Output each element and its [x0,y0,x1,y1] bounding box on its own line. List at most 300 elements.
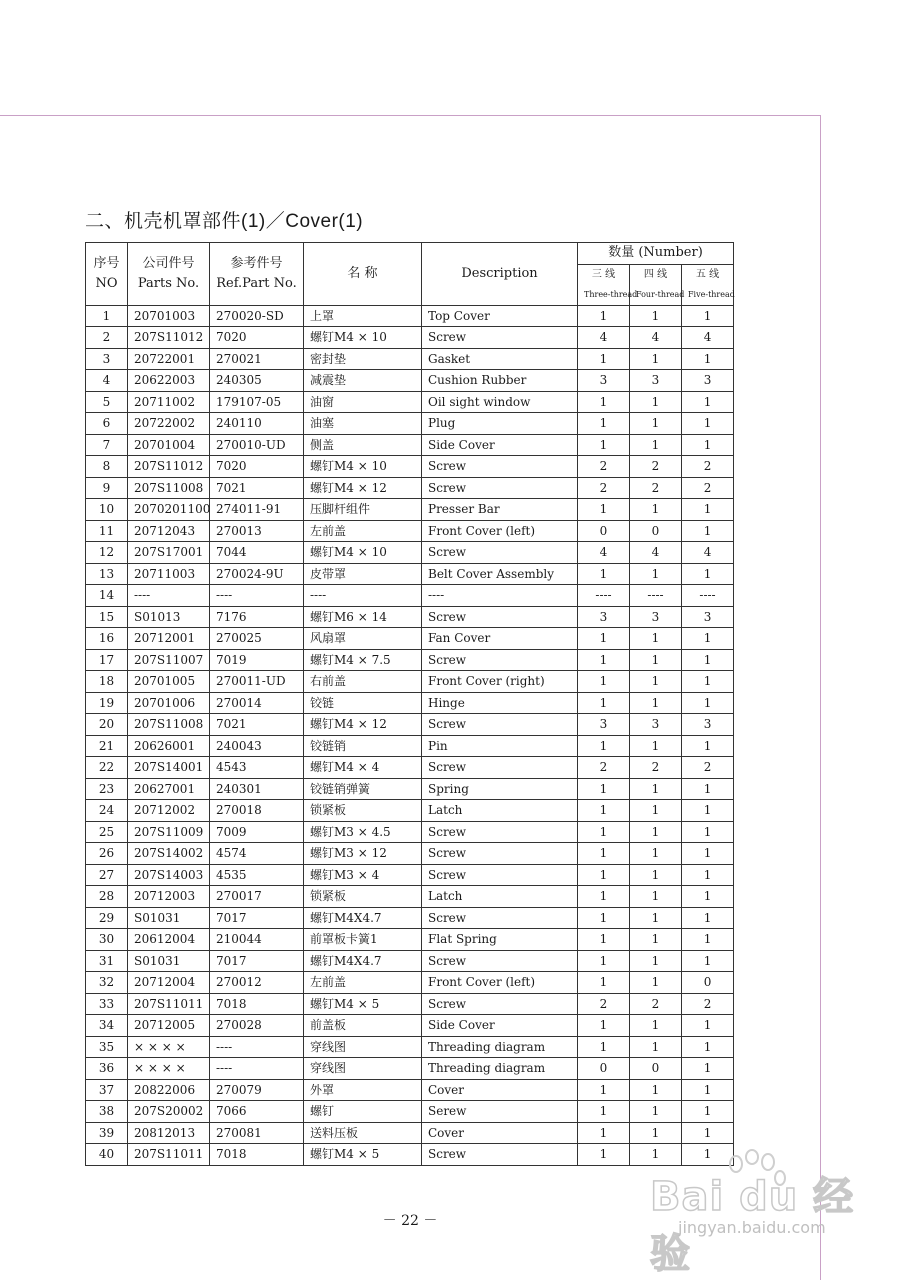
cell-name: 减震垫 [304,370,422,392]
cell-qty-three: 4 [578,327,630,349]
cell-qty-five: 0 [682,972,734,994]
header-four-thread-cn: 四 线 [643,268,668,280]
table-row [86,563,734,585]
cell-qty-five: 1 [682,778,734,800]
cell-qty-three: 1 [578,499,630,521]
cell-qty-three: 1 [578,843,630,865]
table-row [86,671,734,693]
cell-parts-no: 207S20002 [128,1101,210,1123]
cell-name: 压脚杆组件 [304,499,422,521]
cell-qty-five: 1 [682,1058,734,1080]
cell-name: 风扇罩 [304,628,422,650]
cell-name: 螺钉M4X4.7 [304,907,422,929]
header-description: Description [422,243,578,306]
cell-ref-part-no: 240301 [210,778,304,800]
cell-parts-no: 20711002 [128,391,210,413]
cell-ref-part-no: 7009 [210,821,304,843]
cell-ref-part-no: 270010-UD [210,434,304,456]
cell-name: 左前盖 [304,972,422,994]
cell-parts-no: 20712004 [128,972,210,994]
cell-parts-no: 20712002 [128,800,210,822]
cell-qty-five: 1 [682,1015,734,1037]
cell-qty-five: 1 [682,1036,734,1058]
cell-qty-three: 1 [578,1144,630,1166]
table-row [86,692,734,714]
cell-qty-four: 1 [630,821,682,843]
cell-qty-three: 3 [578,370,630,392]
cell-ref-part-no: 240110 [210,413,304,435]
table-row [86,370,734,392]
cell-qty-five: 1 [682,434,734,456]
cell-qty-three: 2 [578,757,630,779]
cell-no: 20 [86,714,128,736]
cell-qty-five: 2 [682,993,734,1015]
cell-parts-no: 207S11012 [128,327,210,349]
cell-description: Screw [422,757,578,779]
cell-qty-three: 3 [578,714,630,736]
cell-description: Latch [422,886,578,908]
table-row [86,993,734,1015]
table-row [86,585,734,607]
header-no-en: NO [95,275,118,291]
cell-name: 穿线图 [304,1058,422,1080]
cell-description: Screw [422,1144,578,1166]
table-row [86,1101,734,1123]
cell-name: 前罩板卡簧1 [304,929,422,951]
cell-name: 上罩 [304,305,422,327]
table-row [86,649,734,671]
cell-qty-four: ---- [630,585,682,607]
cell-qty-five: 1 [682,391,734,413]
cell-name: 螺钉M4 × 10 [304,456,422,478]
cell-qty-four: 1 [630,735,682,757]
cell-name: 侧盖 [304,434,422,456]
cell-description: Plug [422,413,578,435]
table-row [86,348,734,370]
cell-qty-three: 1 [578,692,630,714]
page-frame-top-line [0,115,820,116]
cell-description: Front Cover (left) [422,520,578,542]
cell-no: 26 [86,843,128,865]
header-five-thread-cn: 五 线 [695,268,720,280]
cell-description: Hinge [422,692,578,714]
header-three-thread-cn: 三 线 [591,268,616,280]
cell-qty-four: 1 [630,1122,682,1144]
cell-no: 34 [86,1015,128,1037]
cell-ref-part-no: 270028 [210,1015,304,1037]
cell-description: Screw [422,864,578,886]
cell-parts-no: 20812013 [128,1122,210,1144]
cell-qty-three: 1 [578,886,630,908]
cell-ref-part-no: 270079 [210,1079,304,1101]
table-row [86,907,734,929]
cell-name: 送料压板 [304,1122,422,1144]
cell-name: 铰链销 [304,735,422,757]
cell-qty-four: 1 [630,434,682,456]
cell-ref-part-no: 240305 [210,370,304,392]
page-number: － 22 － [382,1213,438,1229]
cell-description: Flat Spring [422,929,578,951]
cell-qty-three: 1 [578,391,630,413]
cell-name: 螺钉M4X4.7 [304,950,422,972]
header-three-thread-en: Three-thread [584,289,638,299]
cell-description: Side Cover [422,434,578,456]
header-no-cn: 序号 [93,255,120,271]
header-five-thread-en: Five-thread [688,289,735,299]
cell-qty-three: ---- [578,585,630,607]
cell-no: 37 [86,1079,128,1101]
cell-qty-three: 1 [578,305,630,327]
cell-name: 皮带罩 [304,563,422,585]
cell-name: 螺钉 [304,1101,422,1123]
table-header [86,243,734,306]
table-row [86,327,734,349]
cell-name: 前盖板 [304,1015,422,1037]
cell-name: 铰链销弹簧 [304,778,422,800]
cell-no: 36 [86,1058,128,1080]
cell-ref-part-no: 7020 [210,327,304,349]
header-parts-cn: 公司件号 [142,255,195,271]
cell-qty-five: 1 [682,950,734,972]
cell-qty-four: 2 [630,456,682,478]
cell-parts-no: 20701005 [128,671,210,693]
cell-no: 9 [86,477,128,499]
cell-no: 8 [86,456,128,478]
cell-no: 38 [86,1101,128,1123]
cell-description: Presser Bar [422,499,578,521]
cell-parts-no: S01031 [128,950,210,972]
cell-qty-five: 3 [682,370,734,392]
cell-ref-part-no: 179107-05 [210,391,304,413]
cell-qty-four: 4 [630,542,682,564]
cell-description: Front Cover (left) [422,972,578,994]
cell-qty-three: 1 [578,907,630,929]
cell-no: 6 [86,413,128,435]
cell-qty-four: 0 [630,520,682,542]
cell-qty-three: 1 [578,1036,630,1058]
cell-qty-four: 1 [630,972,682,994]
cell-qty-four: 2 [630,993,682,1015]
table-row [86,499,734,521]
cell-qty-five: 2 [682,757,734,779]
cell-parts-no: 20722001 [128,348,210,370]
cell-no: 1 [86,305,128,327]
cell-qty-five: 1 [682,1079,734,1101]
cell-qty-three: 2 [578,456,630,478]
cell-description: Latch [422,800,578,822]
cell-description: Screw [422,843,578,865]
cell-ref-part-no: 7176 [210,606,304,628]
cell-name: 螺钉M4 × 5 [304,993,422,1015]
cell-no: 19 [86,692,128,714]
cell-ref-part-no: 7044 [210,542,304,564]
cell-no: 22 [86,757,128,779]
cell-qty-five: 4 [682,542,734,564]
cell-qty-four: 1 [630,348,682,370]
cell-qty-four: 1 [630,843,682,865]
header-ref-en: Ref.Part No. [216,275,297,291]
table-row [86,778,734,800]
cell-ref-part-no: 270013 [210,520,304,542]
cell-parts-no: 207S14001 [128,757,210,779]
cell-ref-part-no: ---- [210,585,304,607]
cell-qty-three: 4 [578,542,630,564]
cell-ref-part-no: 7017 [210,950,304,972]
cell-ref-part-no: 270025 [210,628,304,650]
cell-description: Screw [422,993,578,1015]
cell-qty-three: 1 [578,864,630,886]
cell-no: 14 [86,585,128,607]
cell-ref-part-no: 270011-UD [210,671,304,693]
header-ref-cn: 参考件号 [230,255,283,271]
cell-description: Top Cover [422,305,578,327]
cell-description: Screw [422,907,578,929]
cell-parts-no: 207S11012 [128,456,210,478]
cell-qty-four: 1 [630,1015,682,1037]
cell-qty-four: 1 [630,864,682,886]
cell-qty-three: 1 [578,1079,630,1101]
header-four-thread [630,264,685,305]
table-row [86,929,734,951]
cell-description: Screw [422,542,578,564]
cell-qty-five: 1 [682,413,734,435]
cell-qty-four: 1 [630,391,682,413]
section-title: 二、机壳机罩部件(1)／Cover(1) [85,211,364,232]
cell-qty-five: 1 [682,1101,734,1123]
cell-name: 螺钉M4 × 5 [304,1144,422,1166]
cell-no: 3 [86,348,128,370]
cell-no: 39 [86,1122,128,1144]
cell-qty-three: 1 [578,1101,630,1123]
cell-ref-part-no: 4535 [210,864,304,886]
cell-name: 螺钉M4 × 10 [304,327,422,349]
cell-ref-part-no: 4574 [210,843,304,865]
cell-name: 锁紧板 [304,886,422,908]
cell-qty-three: 1 [578,735,630,757]
table-row [86,606,734,628]
cell-no: 10 [86,499,128,521]
cell-qty-four: 1 [630,413,682,435]
cell-qty-three: 1 [578,671,630,693]
table-row [86,1015,734,1037]
cell-qty-five: 1 [682,348,734,370]
cell-qty-three: 1 [578,434,630,456]
cell-qty-five: 1 [682,305,734,327]
table-row [86,714,734,736]
cell-qty-four: 3 [630,714,682,736]
cell-description: Screw [422,606,578,628]
parts-table [85,242,734,1166]
page-frame-right-line [820,115,821,1280]
cell-qty-three: 1 [578,800,630,822]
cell-qty-four: 1 [630,649,682,671]
cell-qty-three: 1 [578,929,630,951]
cell-qty-five: 2 [682,477,734,499]
cell-name: 密封垫 [304,348,422,370]
cell-qty-five: 1 [682,864,734,886]
cell-qty-four: 1 [630,1144,682,1166]
cell-qty-five: 1 [682,499,734,521]
table-row [86,1058,734,1080]
cell-ref-part-no: 270020-SD [210,305,304,327]
cell-qty-five: 3 [682,606,734,628]
cell-ref-part-no: 240043 [210,735,304,757]
cell-name: 螺钉M3 × 12 [304,843,422,865]
cell-qty-five: 1 [682,692,734,714]
cell-name: 螺钉M4 × 10 [304,542,422,564]
cell-qty-four: 1 [630,800,682,822]
cell-qty-five: 1 [682,821,734,843]
cell-parts-no: 20612004 [128,929,210,951]
cell-ref-part-no: 270018 [210,800,304,822]
table-row [86,972,734,994]
cell-qty-three: 0 [578,1058,630,1080]
cell-qty-five: 2 [682,456,734,478]
table-row [86,391,734,413]
cell-qty-three: 1 [578,972,630,994]
cell-qty-four: 3 [630,606,682,628]
cell-description: Screw [422,649,578,671]
cell-ref-part-no: 7021 [210,714,304,736]
cell-name: 螺钉M4 × 4 [304,757,422,779]
cell-description: Serew [422,1101,578,1123]
cell-name: 螺钉M4 × 12 [304,714,422,736]
cell-parts-no: 20712003 [128,886,210,908]
cell-description: ---- [422,585,578,607]
cell-ref-part-no: 270024-9U [210,563,304,585]
cell-description: Cover [422,1079,578,1101]
cell-parts-no: 20822006 [128,1079,210,1101]
cell-qty-four: 1 [630,305,682,327]
cell-description: Screw [422,950,578,972]
cell-qty-five: 1 [682,520,734,542]
cell-parts-no: 20711003 [128,563,210,585]
table-row [86,757,734,779]
cell-ref-part-no: ---- [210,1036,304,1058]
header-four-thread-en: Four-thread [636,289,685,299]
cell-parts-no: 20626001 [128,735,210,757]
cell-qty-three: 3 [578,606,630,628]
cell-name: 油窗 [304,391,422,413]
cell-no: 33 [86,993,128,1015]
cell-qty-five: 1 [682,1144,734,1166]
table-row [86,800,734,822]
cell-description: Cover [422,1122,578,1144]
cell-no: 27 [86,864,128,886]
cell-no: 5 [86,391,128,413]
cell-qty-three: 1 [578,413,630,435]
cell-qty-five: 1 [682,628,734,650]
cell-no: 16 [86,628,128,650]
cell-parts-no: ---- [128,585,210,607]
table-row [86,628,734,650]
cell-qty-four: 2 [630,477,682,499]
watermark-logo: Bai du 经验 [650,1174,855,1277]
cell-qty-four: 1 [630,671,682,693]
cell-ref-part-no: 7021 [210,477,304,499]
cell-parts-no: 207S11009 [128,821,210,843]
cell-qty-three: 2 [578,477,630,499]
cell-description: Gasket [422,348,578,370]
cell-qty-four: 1 [630,907,682,929]
cell-qty-five: 1 [682,886,734,908]
cell-name: ---- [304,585,422,607]
cell-no: 31 [86,950,128,972]
cell-description: Screw [422,714,578,736]
cell-parts-no: 20712005 [128,1015,210,1037]
cell-qty-four: 1 [630,929,682,951]
cell-description: Pin [422,735,578,757]
cell-qty-five: 1 [682,929,734,951]
cell-parts-no: 20712001 [128,628,210,650]
cell-no: 11 [86,520,128,542]
cell-qty-three: 0 [578,520,630,542]
cell-no: 12 [86,542,128,564]
cell-parts-no: 207S11011 [128,1144,210,1166]
cell-qty-four: 1 [630,563,682,585]
table-row [86,886,734,908]
cell-parts-no: 207S11008 [128,477,210,499]
cell-qty-three: 1 [578,778,630,800]
cell-qty-four: 2 [630,757,682,779]
cell-ref-part-no: 270012 [210,972,304,994]
cell-no: 7 [86,434,128,456]
cell-ref-part-no: 270021 [210,348,304,370]
cell-parts-no: 207S11011 [128,993,210,1015]
cell-name: 螺钉M4 × 7.5 [304,649,422,671]
cell-qty-five: 1 [682,563,734,585]
cell-no: 29 [86,907,128,929]
header-no [86,243,128,306]
header-five-thread [682,264,734,305]
cell-qty-three: 1 [578,649,630,671]
table-row [86,735,734,757]
table-body [86,305,734,1165]
cell-parts-no: 207S14002 [128,843,210,865]
table-row [86,843,734,865]
header-parts-no [128,243,210,306]
cell-ref-part-no: 274011-91 [210,499,304,521]
cell-qty-five: 1 [682,800,734,822]
table-row [86,456,734,478]
cell-ref-part-no: 7066 [210,1101,304,1123]
cell-name: 外罩 [304,1079,422,1101]
cell-parts-no: 207S17001 [128,542,210,564]
cell-no: 40 [86,1144,128,1166]
cell-qty-three: 1 [578,950,630,972]
cell-qty-three: 1 [578,1122,630,1144]
header-quantity: 数量 (Number) [578,243,734,265]
cell-no: 2 [86,327,128,349]
cell-no: 25 [86,821,128,843]
cell-name: 穿线图 [304,1036,422,1058]
cell-qty-four: 1 [630,886,682,908]
cell-parts-no: × × × × [128,1036,210,1058]
cell-name: 锁紧板 [304,800,422,822]
cell-name: 左前盖 [304,520,422,542]
cell-name: 油塞 [304,413,422,435]
cell-parts-no: 20701004 [128,434,210,456]
cell-qty-four: 1 [630,628,682,650]
cell-name: 铰链 [304,692,422,714]
cell-qty-four: 1 [630,778,682,800]
cell-description: Screw [422,477,578,499]
cell-parts-no: 207S14003 [128,864,210,886]
cell-qty-three: 1 [578,563,630,585]
cell-parts-no: S01013 [128,606,210,628]
cell-qty-three: 1 [578,348,630,370]
cell-ref-part-no: 270081 [210,1122,304,1144]
